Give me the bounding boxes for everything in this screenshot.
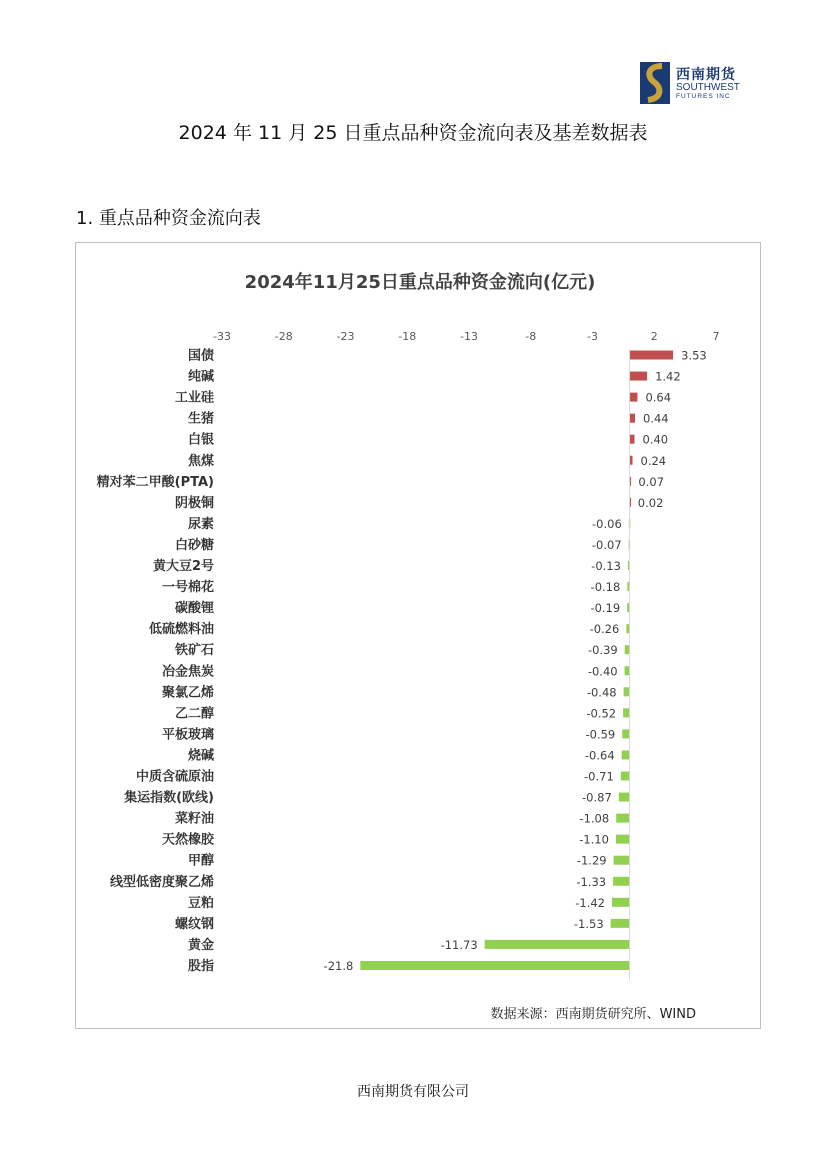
bar	[613, 877, 629, 886]
category-label: 股指	[187, 958, 214, 974]
x-tick-label: 7	[712, 330, 720, 343]
footer-company-name: 西南期货有限公司	[357, 1084, 469, 1100]
value-label: 3.53	[681, 348, 707, 363]
bar	[625, 666, 630, 675]
x-tick-label: -8	[525, 330, 537, 343]
category-label: 工业硅	[174, 390, 214, 406]
value-label: -0.19	[590, 601, 621, 616]
x-tick-label: -33	[213, 330, 231, 343]
category-label: 天然橡胶	[161, 832, 214, 848]
value-labels	[324, 349, 707, 973]
fund-flow-chart	[75, 242, 761, 1029]
value-label: -0.52	[586, 706, 617, 721]
value-label: -1.42	[575, 895, 606, 910]
bar-series	[360, 351, 673, 970]
category-label: 乙二醇	[174, 706, 214, 722]
value-label: -0.40	[587, 664, 618, 679]
category-label: 焦煤	[187, 453, 214, 469]
value-label: -0.18	[590, 580, 621, 595]
category-label: 线型低密度聚乙烯	[109, 874, 214, 890]
category-label: 一号棉花	[161, 580, 214, 596]
bar	[621, 772, 630, 781]
value-label: 0.64	[645, 390, 672, 405]
value-label: -0.64	[584, 748, 615, 763]
category-label: 聚氯乙烯	[161, 685, 214, 701]
category-label: 阴极铜	[174, 495, 214, 511]
bar	[614, 856, 630, 865]
bar	[630, 435, 635, 444]
bar	[630, 414, 635, 423]
value-label: 1.42	[655, 369, 681, 384]
bar	[625, 645, 630, 654]
x-tick-label: -18	[398, 330, 417, 343]
value-label: -0.13	[591, 559, 621, 573]
bar	[616, 814, 629, 823]
value-label: 0.40	[642, 432, 669, 447]
category-label: 中质含硫原油	[135, 769, 214, 785]
category-label: 精对苯二甲酸(PTA)	[96, 474, 214, 490]
value-label: -1.53	[573, 916, 604, 931]
bar	[630, 393, 638, 402]
category-label: 白银	[187, 432, 214, 448]
value-label: -1.08	[579, 811, 610, 826]
bar	[616, 835, 630, 844]
x-axis-ticks	[213, 330, 719, 343]
x-tick-label: -13	[460, 330, 478, 343]
category-label: 铁矿石	[174, 643, 214, 659]
chart-canvas	[76, 243, 762, 1030]
value-label: -0.71	[584, 769, 614, 784]
value-label: -1.29	[576, 853, 607, 868]
bar	[623, 708, 629, 717]
bar	[622, 750, 630, 759]
value-label: -0.48	[586, 685, 617, 700]
category-label: 菜籽油	[174, 811, 214, 827]
category-label: 碳酸锂	[174, 601, 214, 617]
bar	[612, 898, 630, 907]
category-label: 烧碱	[187, 748, 214, 764]
section-heading: 1. 重点品种资金流向表	[76, 208, 261, 229]
category-label: 纯碱	[187, 369, 214, 385]
category-label: 豆粕	[187, 895, 214, 911]
category-label: 螺纹钢	[174, 916, 214, 932]
category-labels	[96, 348, 215, 974]
value-label: -0.87	[582, 790, 612, 805]
bar	[630, 372, 648, 381]
category-label: 集运指数(欧线)	[124, 790, 214, 806]
bar	[485, 940, 630, 949]
bar	[624, 687, 630, 696]
chart-title: 2024年11月25日重点品种资金流向(亿元)	[244, 272, 596, 293]
value-label: -0.06	[592, 516, 622, 531]
value-label: -0.26	[589, 622, 620, 637]
bar	[360, 961, 629, 970]
logo-name-en: SOUTHWEST	[676, 82, 740, 93]
category-label: 甲醇	[187, 853, 214, 869]
category-label: 生猪	[187, 411, 214, 427]
company-logo	[640, 60, 752, 106]
x-tick-label: 2	[650, 330, 658, 343]
bar	[630, 351, 674, 360]
value-label: -0.59	[585, 727, 616, 742]
x-tick-label: -3	[587, 330, 598, 343]
x-tick-label: -23	[336, 330, 355, 343]
bar	[611, 919, 630, 928]
logo-subname-en: FUTURES INC	[676, 93, 731, 100]
x-tick-label: -28	[274, 330, 293, 343]
value-label: 0.02	[637, 495, 664, 510]
value-label: -0.07	[591, 537, 622, 552]
category-label: 平板玻璃	[161, 727, 214, 743]
value-label: -0.39	[587, 643, 618, 658]
value-label: -11.73	[440, 937, 478, 952]
category-label: 尿素	[187, 516, 214, 532]
chart-source-note: 数据来源：西南期货研究所、WIND	[490, 1007, 696, 1022]
category-label: 冶金焦炭	[161, 664, 214, 680]
value-label: 0.07	[638, 474, 665, 489]
category-label: 白砂糖	[174, 537, 214, 553]
bar	[619, 793, 630, 802]
category-label: 黄金	[187, 937, 214, 953]
category-label: 国债	[187, 348, 214, 364]
logo-name-cn: 西南期货	[676, 67, 736, 83]
logo-mark-icon	[640, 60, 672, 106]
value-label: 0.24	[640, 453, 667, 468]
bar	[622, 729, 629, 738]
value-label: -21.8	[323, 958, 354, 973]
document-title: 2024 年 11 月 25 日重点品种资金流向表及基差数据表	[178, 122, 648, 144]
category-label: 低硫燃料油	[148, 622, 214, 638]
value-label: -1.10	[579, 832, 609, 847]
value-label: -1.33	[576, 874, 607, 889]
value-label: 0.44	[642, 411, 669, 426]
category-label: 黄大豆2号	[152, 559, 214, 574]
